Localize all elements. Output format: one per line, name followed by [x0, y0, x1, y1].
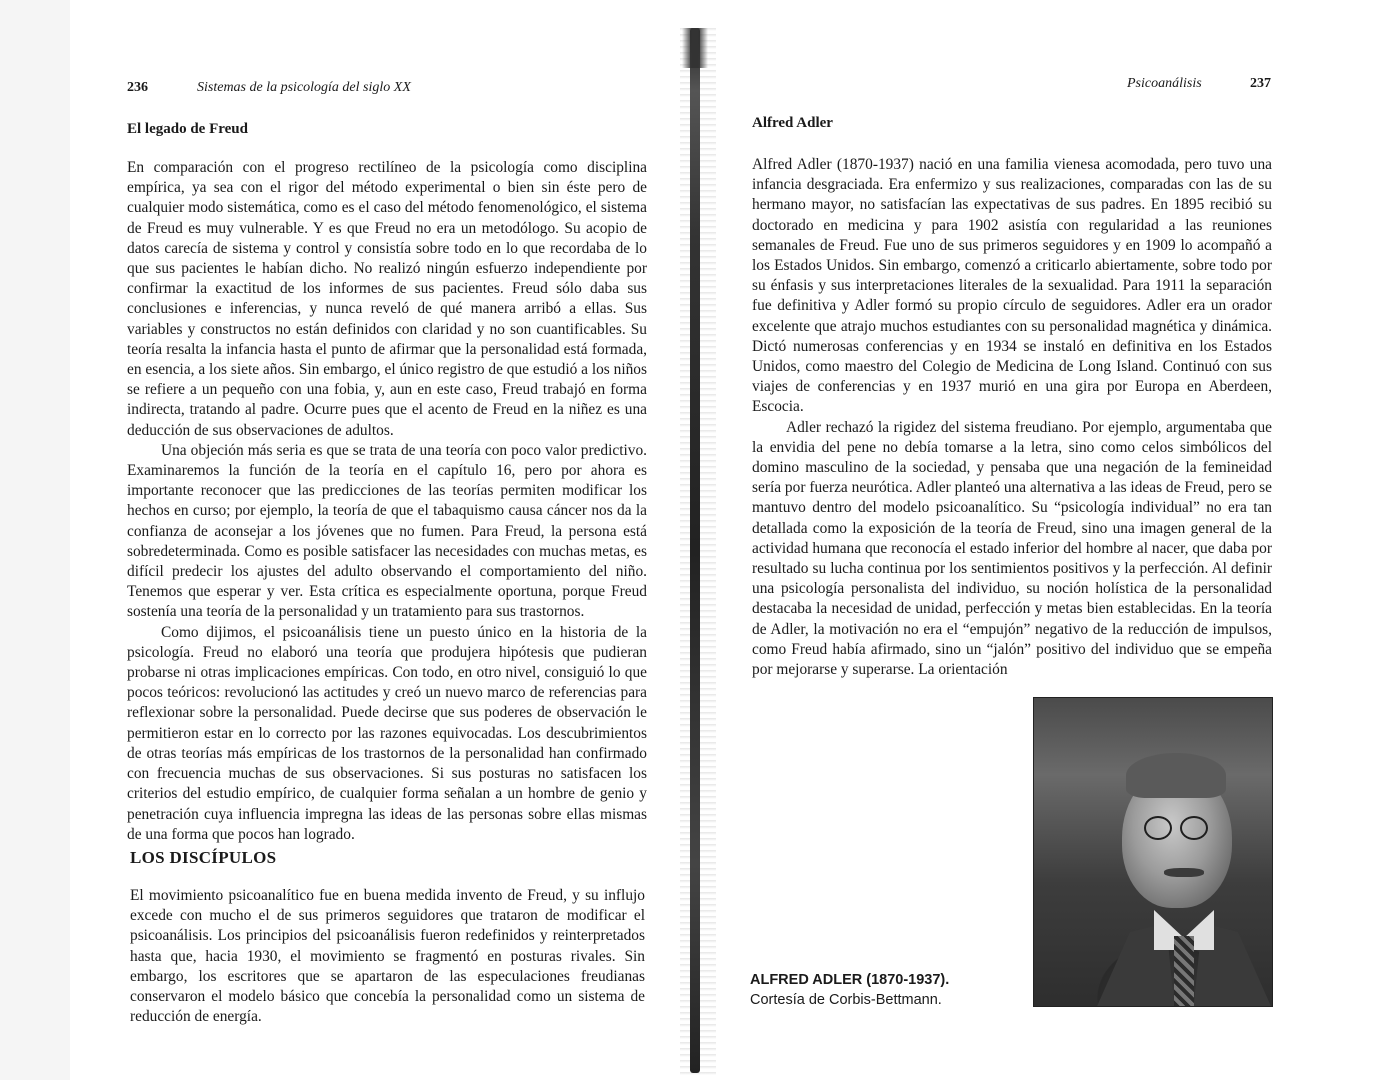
- legado-paragraph-1: En comparación con el progreso rectilíneo de la psicología como disciplina empírica, ya sea con el rigor del método experimental o bien sin éste pero de cualquier modo sistemática, como es el caso del método fenomenológico, el sistema de Freud es muy vulnerable. Y es que Freud no era un metodólogo. Su acopio de datos carecía de sistema y control y consistía sobre todo en lo que recordaba de lo que sus pacientes le habían dicho. No realizó ningún esfuerzo independiente por confirmar la exactitud de los informes de sus pacientes. Freud sólo daba sus conclusiones e inferencias, y nunca reveló de qué manera arribó a ellas. Sus variables y constructos no están definidos con claridad y no son cuantificables. Su teoría resalta la infancia hasta el punto de afirmar que la personalidad está formada, en esencia, a los siete años. Sin embargo, el único registro de que estudió a los niños se refiere a un pequeño con una fobia, y, aun en este caso, Freud trabajó en forma indirecta, tratando al padre. Ocurre pues que el acento de Freud en la niñez es una deducción de sus observaciones de adultos.: [127, 159, 647, 439]
- left-page-number: 236: [127, 80, 148, 95]
- portrait-glasses-right: [1180, 816, 1208, 840]
- legado-paragraph-2: Una objeción más seria es que se trata de una teoría con poco valor predictivo. Examinaremos la función de la teoría en el capítulo 16, pero por ahora es importante reconocer que las predicciones de las teorías permiten modificar los hechos en curso; por ejemplo, la teoría de que el tabaquismo causa cáncer nos da la confianza de aconsejar a los jóvenes que no fumen. Para Freud, la persona está sobredeterminada. Como es posible satisfacer las necesidades con muchas metas, es difícil predecir los ajustes del adulto observando el comportamiento del niño. Tenemos que esperar y ver. Esta crítica es especialmente oportuna, porque Freud sostenía una teoría de la personalidad y un tratamiento para sus trastornos.: [127, 441, 647, 621]
- scan-margin: [0, 0, 70, 1080]
- legado-paragraph-3: Como dijimos, el psicoanálisis tiene un puesto único en la historia de la psicología. Freud no elaboró una teoría que produjera hipótesis que pudieran probarse ni otras implicaciones empíricas. Con todo, en otro nivel, consiguió lo que pocos teóricos: revolucionó las actitudes y creó un nuevo marco de referencias para reflexionar sobre la personalidad. Puede decirse que sus poderes de observación le permitieron estar en lo correcto por las razones equivocadas. Los descubrimientos de otras teorías más empíricas de los trastornos de la personalidad han confirmado con frecuencia muchas de sus observaciones. Si sus posturas no satisfacen los criterios del estudio empírico, de cualquier forma señalan a un hombre de genio y penetración cuya influencia impregna las ideas de las personas sobre ellas mismas de una forma que pocos han logrado.: [127, 623, 647, 843]
- adler-body: [752, 155, 1272, 680]
- adler-portrait-photo: [1033, 697, 1273, 1007]
- discipulos-body: [130, 886, 645, 1027]
- portrait-mustache: [1164, 868, 1204, 877]
- adler-paragraph-2: Adler rechazó la rigidez del sistema freudiano. Por ejemplo, argumentaba que la envidia del pene no debía tomarse a la letra, sino como celos simbólicos del domino masculino de la sociedad, y pensaba que una negación de la femineidad sería por fuerza neurótica. Adler planteó una alternativa a las ideas de Freud, pero se mantuvo dentro del modelo psicoanalítico. Su “psicología individual” no era tan detallada como la exposición de la teoría de Freud, sino una imagen general de la actividad humana que reconocía el estado inferior del hombre al nacer, que daba por resultado su lucha continua por los sentimientos positivos y la perfección. Al definir una psicología personalista del individuo, su noción holística de la personalidad destacaba la necesidad de unidad, perfección y metas bien establecidas. En la teoría de Adler, la motivación no era el “empujón” negativo de la reducción de impulsos, como Freud había afirmado, sino un “jalón” positivo del individuo que se empeña por mejorarse y superarse. La orientación: [752, 418, 1272, 679]
- discipulos-heading: LOS DISCÍPULOS: [130, 848, 277, 867]
- legado-body: [127, 158, 647, 845]
- left-running-title: Sistemas de la psicología del siglo XX: [197, 80, 411, 95]
- adler-heading: Alfred Adler: [752, 115, 833, 131]
- book-spine-shadow: [690, 28, 700, 1073]
- right-page: [725, 0, 1285, 1080]
- right-running-title: Psicoanálisis: [1127, 76, 1202, 91]
- photo-caption: [750, 970, 949, 1010]
- right-page-number: 237: [1250, 76, 1271, 91]
- adler-paragraph-1: Alfred Adler (1870-1937) nació en una familia vienesa acomodada, pero tuvo una infancia desgraciada. Era enfermizo y sus realizaciones, comparadas con las de su hermano mayor, no satisfacían las expectativas de sus padres. En 1895 recibió su doctorado en medicina y para 1902 asistía con regularidad a las reuniones semanales de Freud. Fue uno de sus primeros seguidores y en 1909 lo acompañó a los Estados Unidos. Sin embargo, comenzó a criticarlo abiertamente, sobre todo por su énfasis y sus interpretaciones literales de la sexualidad. Para 1911 la separación fue definitiva y Adler formó su propio círculo de seguidores. Adler era un orador excelente que atrajo muchos estudiantes con su personalidad magnética y dinámica. Dictó numerosas conferencias y en 1934 se instaló en definitiva en los Estados Unidos, como maestro del Colegio de Medicina de Long Island. Continuó con sus viajes de conferencias y en 1937 murió en una gira por Europa en Aberdeen, Escocia.: [752, 156, 1272, 416]
- portrait-glasses-left: [1144, 816, 1172, 840]
- portrait-tie: [1174, 936, 1194, 1006]
- legado-heading: El legado de Freud: [127, 121, 248, 137]
- portrait-hair: [1126, 753, 1226, 798]
- caption-credit: Cortesía de Corbis-Bettmann.: [750, 992, 942, 1008]
- caption-name: ALFRED ADLER (1870-1937).: [750, 972, 950, 988]
- discipulos-paragraph: El movimiento psicoanalítico fue en buena medida invento de Freud, y su influjo excede con mucho el de sus primeros seguidores que trataron de modificar el psicoanálisis. Los principios del psicoanálisis fueron redefinidos y reinterpretados hasta que, hacia 1930, el movimiento se fragmentó en posturas rivales. Sin embargo, los escritores que se apartaron de las especulaciones freudianas conservaron el modelo básico que concebía la personalidad como un sistema de reducción de energía.: [130, 887, 645, 1026]
- left-page: [70, 0, 680, 1080]
